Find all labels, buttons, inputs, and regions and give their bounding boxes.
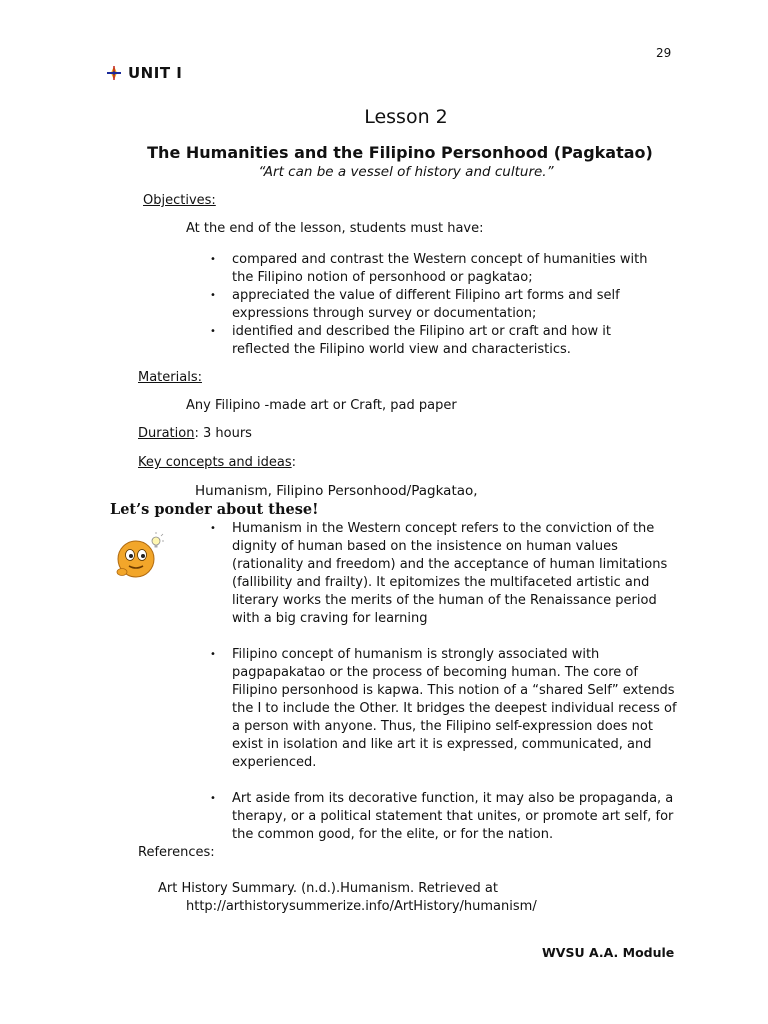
materials-heading: Materials: — [138, 370, 202, 385]
reference-entry: Art History Summary. (n.d.).Humanism. Retrieved at — [158, 881, 498, 896]
list-item: • Art aside from its decorative function, it may also be propaganda, a therapy, or a political statement that unites, or promote art self, for the common good, for the elite, or for the nation. — [210, 790, 678, 844]
objectives-list — [210, 251, 670, 359]
duration-line — [138, 426, 252, 441]
ponder-list — [210, 520, 678, 844]
list-item: • Humanism in the Western concept refers to the conviction of the dignity of human based on the insistence on human values (rationality and freedom) and the acceptance of human limitations (fallibility and frailty). It epitomizes the multifaceted artistic and literary works the merits of the human of the Renaissance period with a big craving for learning — [210, 520, 678, 628]
thinking-emoji-icon — [114, 532, 166, 582]
lesson-label: Lesson 2 — [364, 106, 448, 128]
key-concepts-line — [138, 455, 296, 470]
duration-heading: Duration — [138, 426, 195, 441]
duration-value: : 3 hours — [194, 426, 252, 441]
references-heading: References: — [138, 845, 215, 860]
key-concepts-text: Humanism, Filipino Personhood/Pagkatao, — [195, 483, 478, 499]
lesson-title: The Humanities and the Filipino Personhood (Pagkatao) — [147, 143, 653, 162]
unit-header — [106, 64, 182, 82]
list-item: • Filipino concept of humanism is strongly associated with pagpapakatao or the process of becoming human. The core of Filipino personhood is kapwa. This notion of a “shared Self” extends the I to include the Other. It bridges the deepest individual recess of a person with anyone. Thus, the Filipino self-expression does not exist in isolation and like art it is expressed, communicated, and experienced. — [210, 646, 678, 772]
crosshair-diamond-icon — [106, 65, 122, 81]
objectives-intro: At the end of the lesson, students must have: — [186, 221, 484, 236]
page-number: 29 — [656, 46, 672, 60]
objectives-heading: Objectives: — [143, 193, 216, 208]
key-concepts-heading: Key concepts and ideas — [138, 455, 292, 470]
list-item: • identified and described the Filipino art or craft and how it reflected the Filipino world view and characteristics. — [210, 323, 670, 359]
materials-text: Any Filipino -made art or Craft, pad paper — [186, 398, 457, 413]
unit-title: UNIT I — [128, 64, 183, 82]
list-item: • appreciated the value of different Filipino art forms and self expressions through survey or documentation; — [210, 287, 670, 323]
key-concepts-colon: : — [291, 455, 297, 470]
reference-link[interactable]: http://arthistorysummerize.info/ArtHistory/humanism/ — [186, 899, 537, 914]
footer-module-name: WVSU A.A. Module — [542, 945, 675, 960]
ponder-heading: Let’s ponder about these! — [110, 501, 319, 518]
lesson-quote: “Art can be a vessel of history and culture.” — [258, 164, 554, 180]
list-item: • compared and contrast the Western concept of humanities with the Filipino notion of personhood or pagkatao; — [210, 251, 670, 287]
